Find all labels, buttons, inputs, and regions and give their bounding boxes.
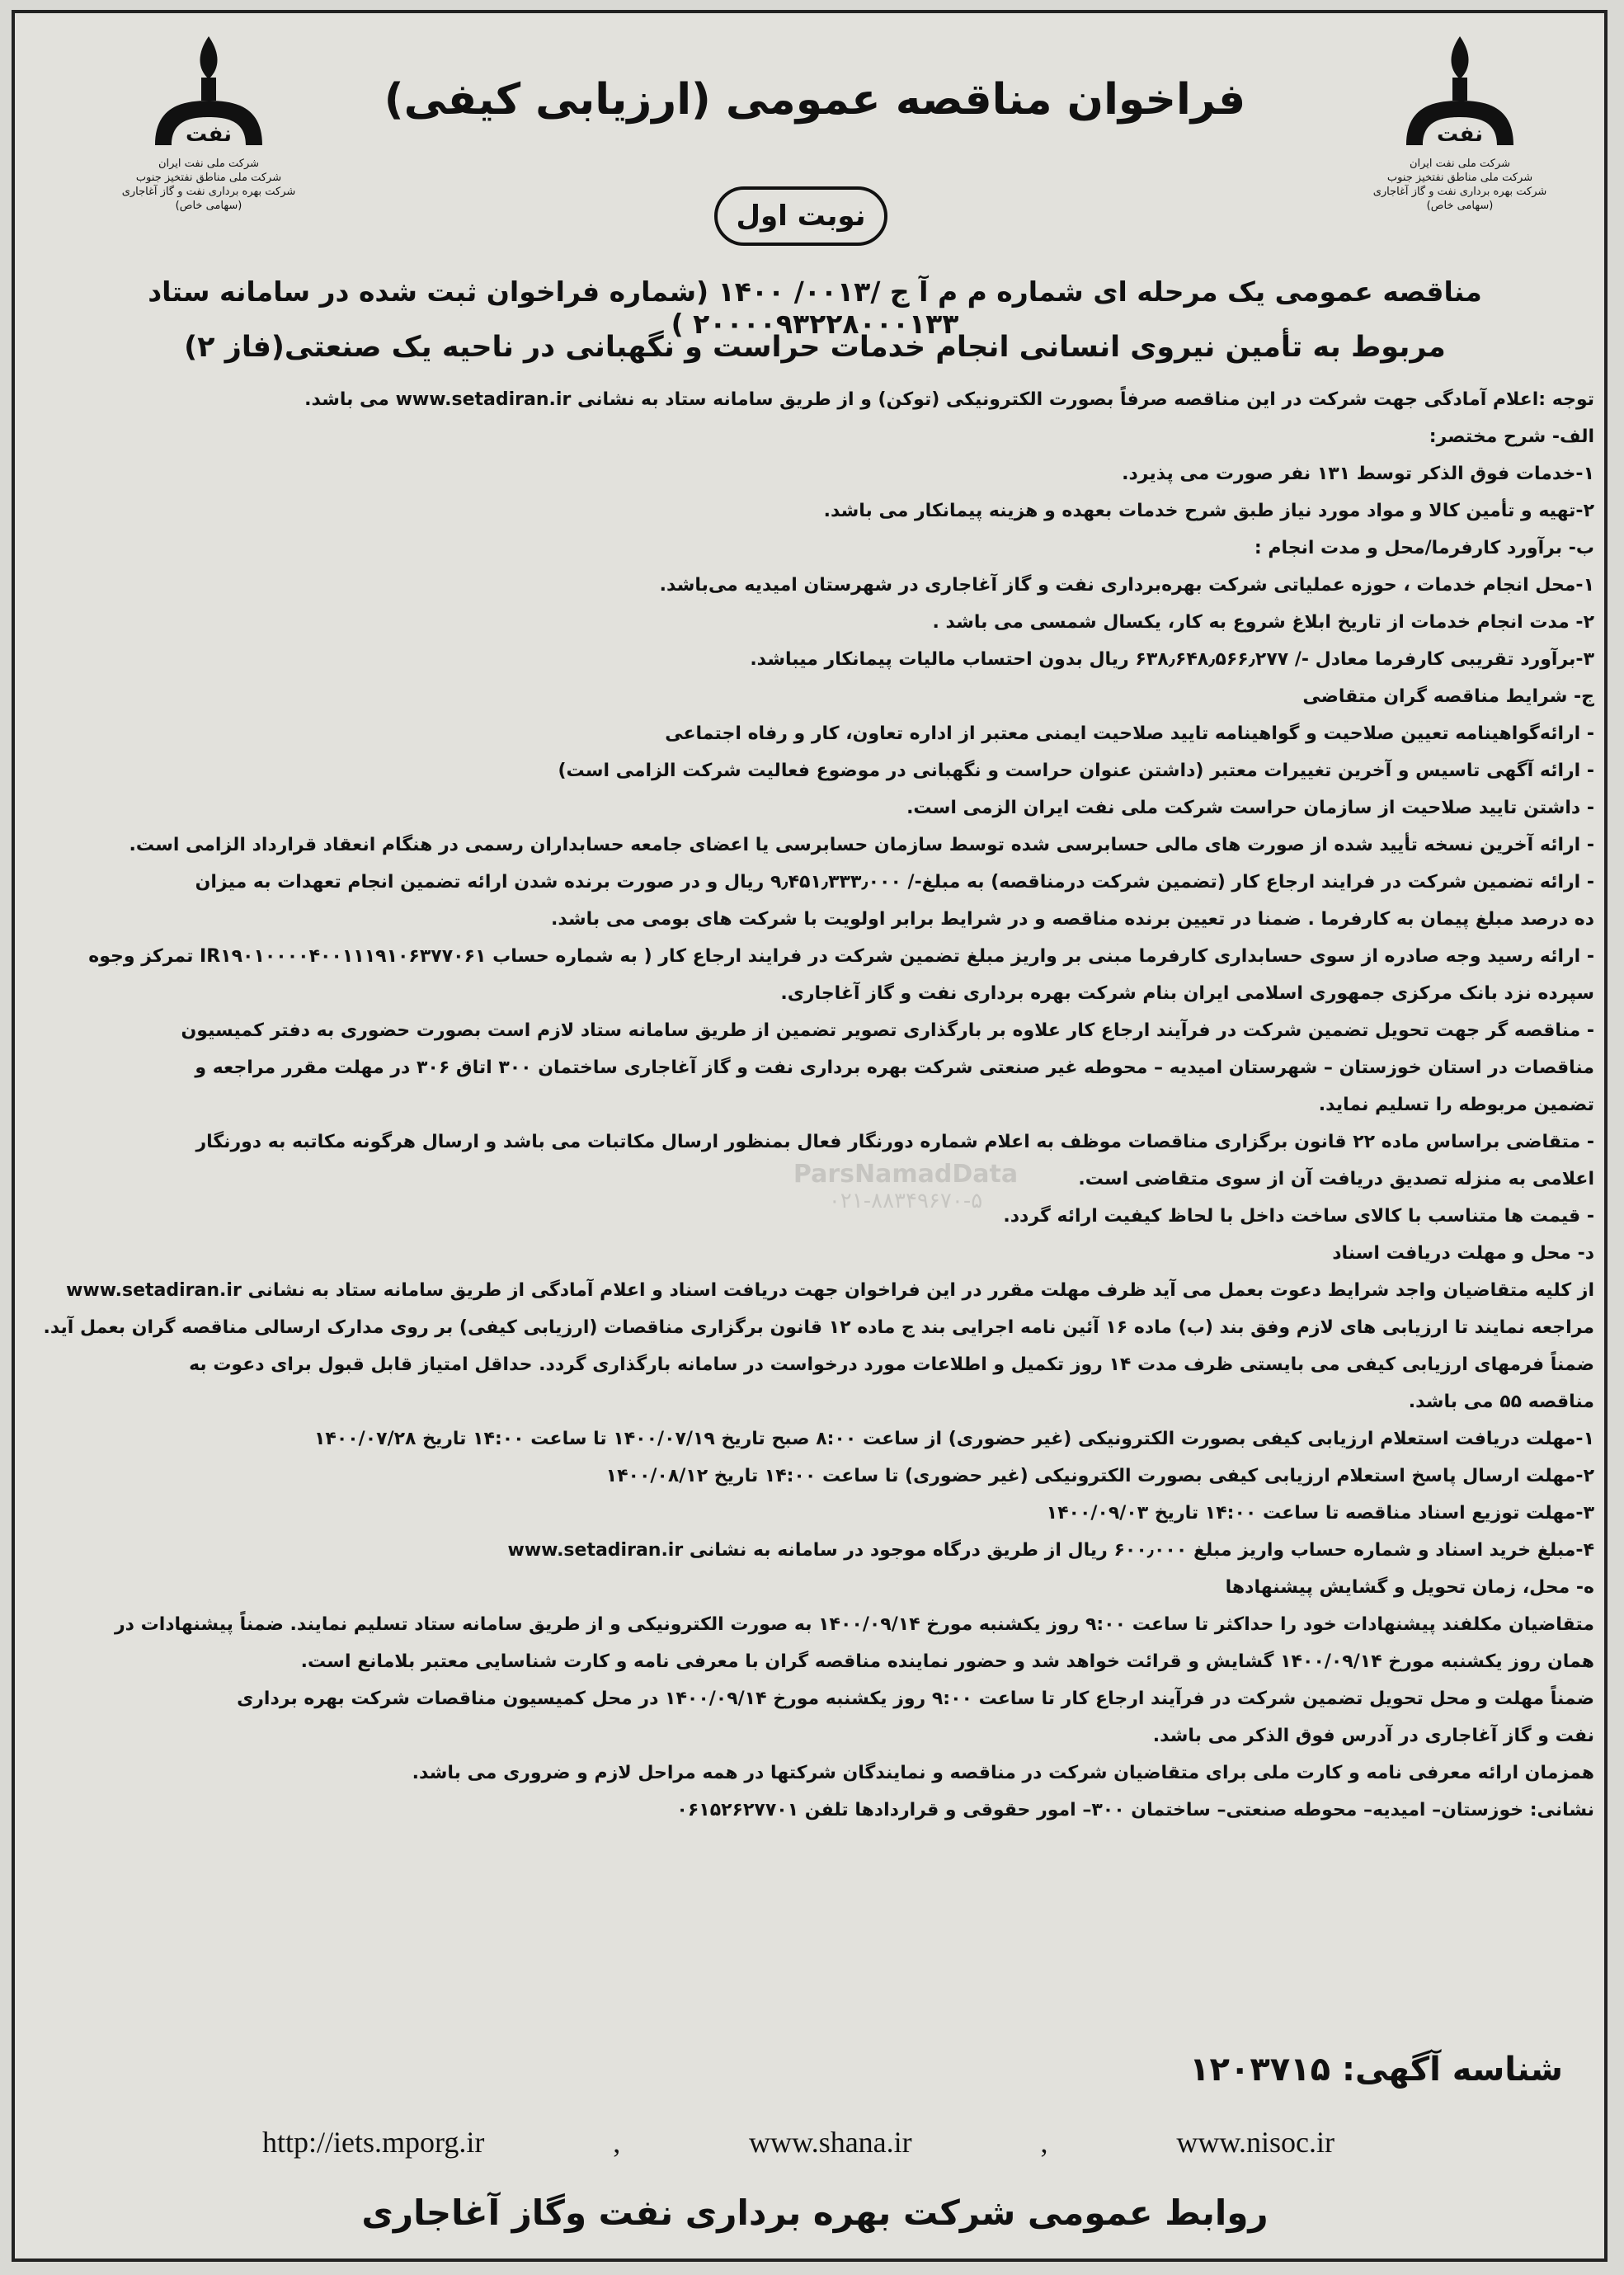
- footer-signature: روابط عمومی شرکت بهره برداری نفت وگاز آغاجاری: [361, 2193, 1269, 2233]
- body-line: ب- برآورد کارفرما/محل و مدت انجام :: [1254, 538, 1594, 558]
- logo-caption-left: شرکت ملی نفت ایران شرکت ملی مناطق نفتخیز جنوب شرکت بهره برداری نفت و گاز آغاجاری (سهامی خاص): [121, 158, 296, 212]
- body-line: ۲-تهیه و تأمین کالا و مواد مورد نیاز طبق شرح خدمات بعهده و هزینه پیمانکار می باشد.: [823, 501, 1594, 521]
- body-line: ۳-برآورد تقریبی کارفرما معادل -/ ۶۳۸٫۶۴۸٫۵۶۶٫۲۷۷ ریال بدون احتساب مالیات پیمانکار میباشد.: [750, 649, 1594, 670]
- link-separator: ,: [613, 2126, 621, 2159]
- body-line: ج- شرایط مناقصه گران متقاضی: [1302, 686, 1594, 707]
- link-separator: ,: [1040, 2126, 1048, 2159]
- body-line: - داشتن تایید صلاحیت از سازمان حراست شرکت ملی نفت ایران الزمی است.: [906, 798, 1594, 818]
- website-links: [262, 2125, 1335, 2160]
- link-shana[interactable]: www.shana.ir: [749, 2126, 912, 2159]
- body-line: - ارائه آگهی تاسیس و آخرین تغییرات معتبر (داشتن عنوان حراست و نگهبانی در موضوع فعالیت شرکت الزامی است): [558, 761, 1594, 781]
- body-line: ه- محل، زمان تحویل و گشایش پیشنهادها: [1225, 1577, 1594, 1598]
- body-line: توجه :اعلام آمادگی جهت شرکت در این مناقصه صرفاً بصورت الکترونیکی (توکن) و از طریق سامانه ستاد به نشانی www.setadiran.ir می باشد.: [304, 389, 1594, 410]
- body-line: ده درصد مبلغ پیمان به کارفرما . ضمنا در تعیین برنده مناقصه و در شرایط برابر اولویت با شرکت های بومی می باشد.: [550, 909, 1594, 930]
- notice-body: [40, 381, 1594, 1924]
- body-line: ۱-مهلت دریافت استعلام ارزیابی کیفی بصورت الکترونیکی (غیر حضوری) از ساعت ۸:۰۰ صبح تاریخ ۱۴۰۰/۰۷/۱۹ تا ساعت ۱۴:۰۰ تاریخ ۱۴۰۰/۰۷/۲۸: [313, 1429, 1594, 1449]
- tender-subject-line: مربوط به تأمین نیروی انسانی انجام خدمات حراست و نگهبانی در ناحیه یک صنعتی(فاز ۲): [184, 331, 1446, 364]
- logo-text: نفت: [186, 122, 232, 147]
- body-line: نشانی: خوزستان– امیدیه– محوطه صنعتی– ساختمان ۳۰۰– امور حقوقی و قراردادها تلفن ۰۶۱۵۲۶۲۷۷۰۱: [676, 1800, 1594, 1820]
- body-line: - ارائه‌گواهینامه تعیین صلاحیت و گواهینامه تایید صلاحیت ایمنی معتبر از اداره تعاون، کار و رفاه اجتماعی: [665, 723, 1594, 744]
- logo-caption-right: شرکت ملی نفت ایران شرکت ملی مناطق نفتخیز جنوب شرکت بهره برداری نفت و گاز آغاجاری (سهامی خاص): [1372, 158, 1547, 212]
- body-line: - قیمت ها متناسب با کالای ساخت داخل با لحاظ کیفیت ارائه گردد.: [1003, 1206, 1594, 1227]
- body-line: - ارائه رسید وجه صادره از سوی حسابداری کارفرما مبنی بر واریز مبلغ تضمین شرکت در فرایند ارجاع کار ( به شماره حساب IR۱۹۰۱۰۰۰۰۴۰۰۱۱۱۹۱۰۶۳۷۷۰۶۱ تمرکز وجوه: [88, 946, 1594, 967]
- body-line: ۴-مبلغ خرید اسناد و شماره حساب واریز مبلغ ۶۰۰٫۰۰۰ ریال از طریق درگاه موجود در سامانه به نشانی www.setadiran.ir: [507, 1540, 1594, 1561]
- body-line: مناقصات در استان خوزستان – شهرستان امیدیه – محوطه غیر صنعتی شرکت بهره برداری نفت و گاز آغاجاری ساختمان ۳۰۰ اتاق ۳۰۶ در مهلت مقرر مراجعه و: [195, 1057, 1594, 1078]
- body-line: ضمناً مهلت و محل تحویل تضمین شرکت در فرآیند ارجاع کار تا ساعت ۹:۰۰ روز یکشنبه مورخ ۱۴۰۰/۰۹/۱۴ در محل کمیسیون مناقصات شرکت بهره برداری: [237, 1689, 1594, 1709]
- link-iets[interactable]: http://iets.mporg.ir: [262, 2126, 485, 2159]
- body-line: ۱-خدمات فوق الذکر توسط ۱۳۱ نفر صورت می پذیرد.: [1122, 464, 1594, 484]
- link-nisoc[interactable]: www.nisoc.ir: [1176, 2126, 1335, 2159]
- body-line: ۳-مهلت توزیع اسناد مناقصه تا ساعت ۱۴:۰۰ تاریخ ۱۴۰۰/۰۹/۰۳: [1046, 1503, 1594, 1524]
- notice-frame: [12, 10, 1608, 2262]
- body-line: متقاضیان مکلفند پیشنهادات خود را حداکثر تا ساعت ۹:۰۰ روز یکشنبه مورخ ۱۴۰۰/۰۹/۱۴ به صورت الکترونیکی و از طریق سامانه ستاد تسلیم نمایند. ضمناً پیشنهادات در: [115, 1614, 1594, 1635]
- nioc-flame-logo-icon: [147, 30, 271, 153]
- logo-text: نفت: [1437, 122, 1483, 147]
- company-logo-left: [106, 30, 312, 236]
- body-line: ۲- مدت انجام خدمات از تاریخ ابلاغ شروع به کار، یکسال شمسی می باشد .: [932, 612, 1594, 633]
- body-line: - ارائه تضمین شرکت در فرایند ارجاع کار (تضمین شرکت درمناقصه) به مبلغ-/ ۹٫۴۵۱٫۳۳۳٫۰۰۰ ریال و در صورت برنده شدن ارائه تضمین انجام تعهدات به میزان: [195, 872, 1594, 893]
- watermark: ParsNamadData ۰۲۱-۸۸۳۴۹۶۷۰-۵: [793, 1160, 1019, 1213]
- notice-title: فراخوان مناقصه عمومی (ارزیابی کیفی): [384, 75, 1246, 125]
- body-line: اعلامی به منزله تصدیق دریافت آن از سوی متقاضی است.: [1078, 1169, 1594, 1189]
- body-line: از کلیه متقاضیان واجد شرایط دعوت بعمل می آید ظرف مهلت مقرر در این فراخوان جهت دریافت اسناد و اعلام آمادگی از طریق سامانه ستاد به نشانی www.setadiran.ir: [66, 1280, 1594, 1301]
- body-line: الف- شرح مختصر:: [1429, 426, 1594, 447]
- body-line: ۱-محل انجام خدمات ، حوزه عملیاتی شرکت بهره‌برداری نفت و گاز آغاجاری در شهرستان امیدیه می‌باشد.: [659, 575, 1594, 596]
- body-line: نفت و گاز آغاجاری در آدرس فوق الذکر می باشد.: [1152, 1726, 1594, 1746]
- company-logo-right: [1357, 30, 1563, 236]
- ad-id: شناسه آگهی: ۱۲۰۳۷۱۵: [1189, 2051, 1563, 2089]
- body-line: - مناقصه گر جهت تحویل تضمین شرکت در فرآیند ارجاع کار علاوه بر بارگذاری تصویر تضمین از طریق سامانه ستاد لازم است بصورت حضوری به دفتر کمیسیون: [181, 1020, 1594, 1041]
- body-line: مناقصه ۵۵ می باشد.: [1408, 1392, 1594, 1412]
- body-line: سپرده نزد بانک مرکزی جمهوری اسلامی ایران بنام شرکت بهره برداری نفت و گاز آغاجاری.: [780, 983, 1594, 1004]
- body-line: ضمناً فرمهای ارزیابی کیفی می بایستی ظرف مدت ۱۴ روز تکمیل و اطلاعات مورد درخواست در سامانه بارگذاری گردد. حداقل امتیاز قابل قبول برای دعوت به: [189, 1354, 1594, 1375]
- body-line: - ارائه آخرین نسخه تأیید شده از صورت های مالی حسابرسی شده توسط سازمان حسابرسی یا اعضای جامعه حسابداران رسمی در هنگام انعقاد قرارداد الزامی است.: [129, 835, 1594, 855]
- nioc-flame-logo-icon: [1398, 30, 1522, 153]
- round-badge: نوبت اول: [714, 186, 887, 246]
- body-line: همان روز یکشنبه مورخ ۱۴۰۰/۰۹/۱۴ گشایش و قرائت خواهد شد و حضور نماینده مناقصه گران با معرفی نامه و کارت شناسایی معتبر بلامانع است.: [300, 1651, 1594, 1672]
- body-line: - متقاضی براساس ماده ۲۲ قانون برگزاری مناقصات موظف به اعلام شماره دورنگار فعال بمنظور ارسال مکاتبات می باشد و ارسال هرگونه مکاتبه به دورنگار: [195, 1132, 1594, 1152]
- body-line: مراجعه نمایند تا ارزیابی های لازم وفق بند (ب) ماده ۱۶ آئین نامه اجرایی بند ج ماده ۱۲ قانون برگزاری مناقصات (ارزیابی کیفی) بر روی مدارک ارسالی مناقصه گران بعمل آید.: [43, 1317, 1594, 1338]
- body-line: تضمین مربوطه را تسلیم نماید.: [1318, 1095, 1594, 1115]
- tender-number-line: مناقصه عمومی یک مرحله ای شماره م م آ ج /۰۰۱۳/ ۱۴۰۰ (شماره فراخوان ثبت شده در سامانه ستاد ۲۰۰۰۰۹۳۲۲۸۰۰۰۱۳۳ ): [148, 276, 1482, 340]
- body-line: ۲-مهلت ارسال پاسخ استعلام ارزیابی کیفی بصورت الکترونیکی (غیر حضوری) تا ساعت ۱۴:۰۰ تاریخ ۱۴۰۰/۰۸/۱۲: [605, 1466, 1594, 1486]
- body-line: همزمان ارائه معرفی نامه و کارت ملی برای متقاضیان شرکت در مناقصه و نمایندگان شرکتها در همه مراحل لازم و ضروری می باشد.: [412, 1763, 1594, 1783]
- body-line: د- محل و مهلت دریافت اسناد: [1332, 1243, 1594, 1264]
